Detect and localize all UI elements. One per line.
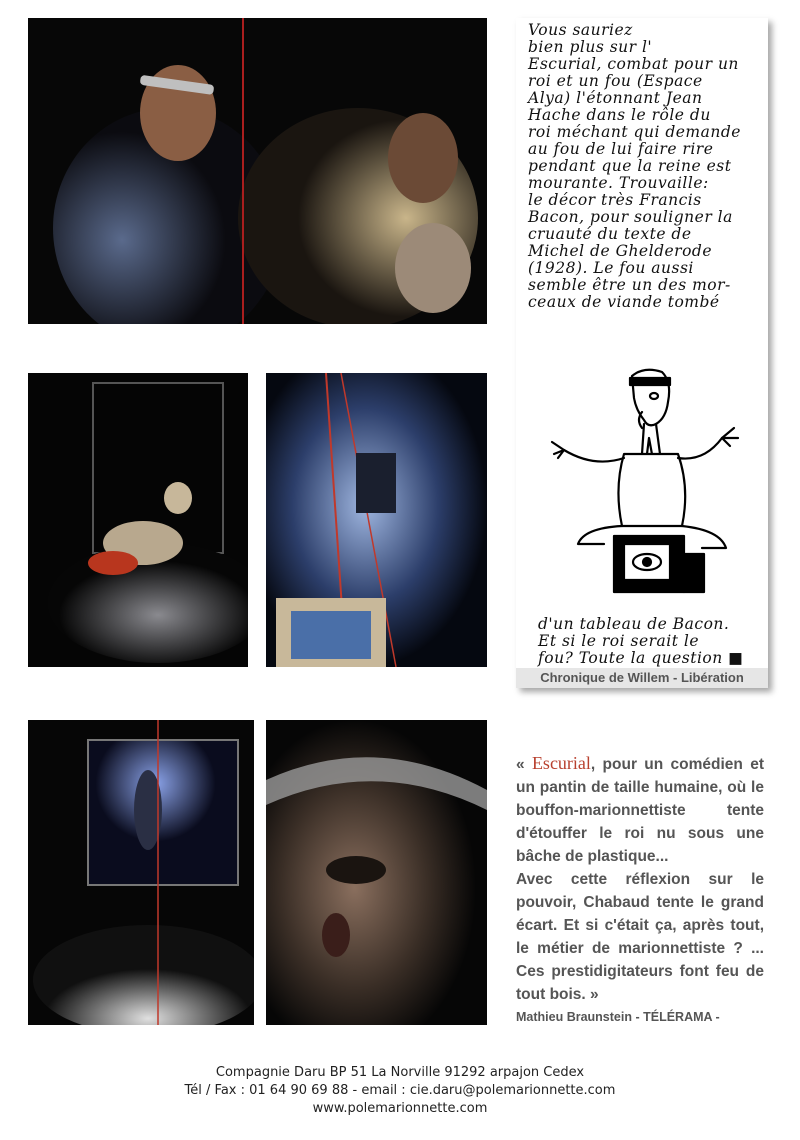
footer-address: Compagnie Daru BP 51 La Norville 91292 arpajon Cedex bbox=[215, 1065, 585, 1080]
willem-chronicle bbox=[516, 18, 768, 688]
willem-caption: Chronique de Willem - Libération bbox=[516, 668, 768, 688]
handwritten-line: Hache dans le rôle du bbox=[528, 106, 711, 124]
handwritten-line: Vous sauriez bbox=[528, 21, 633, 39]
photo-video-screen bbox=[266, 373, 487, 667]
handwritten-line: d'un tableau de Bacon. bbox=[538, 615, 730, 633]
handwritten-line: Et si le roi serait le bbox=[538, 632, 700, 650]
telerama-quote bbox=[516, 752, 764, 1006]
handwritten-line: ceaux de viande tombé bbox=[528, 293, 720, 311]
handwritten-line: pendant que la reine est bbox=[528, 157, 732, 175]
handwritten-line: fou? Toute la question ■ bbox=[538, 649, 744, 667]
handwritten-line: bien plus sur l' bbox=[528, 38, 653, 56]
quote-highlight-title: Escurial bbox=[531, 753, 591, 773]
handwritten-review bbox=[528, 22, 764, 311]
quote-paragraph-1 bbox=[516, 752, 764, 868]
photo-puppet-pieta bbox=[28, 373, 248, 667]
handwritten-line: Bacon, pour souligner la bbox=[528, 208, 733, 226]
handwritten-line: semble être un des mor- bbox=[528, 276, 731, 294]
handwritten-line: mourante. Trouvaille: bbox=[528, 174, 709, 192]
handwritten-line: (1928). Le fou aussi bbox=[528, 259, 694, 277]
quote-open: « bbox=[516, 756, 532, 773]
photo-blurred-face bbox=[266, 720, 487, 1025]
handwritten-line: Escurial, combat pour un bbox=[528, 55, 739, 73]
quote-text-1: , pour un comédien et un pantin de taille humaine, où le bouffon-marionnettiste tente d'étouffer le roi nu sous une bâche de plastique... bbox=[516, 756, 764, 865]
photo-scaffold-stage bbox=[28, 720, 254, 1025]
photo-actors-with-skull bbox=[28, 18, 487, 324]
footer-phone-email: Tél / Fax : 01 64 90 69 88 - email : cie.daru@polemarionnette.com bbox=[184, 1083, 616, 1098]
handwritten-line: Michel de Ghelderode bbox=[528, 242, 712, 260]
handwritten-line: roi et un fou (Espace bbox=[528, 72, 703, 90]
footer-website[interactable]: www.polemarionnette.com bbox=[312, 1101, 488, 1116]
handwritten-line: au fou de lui faire rire bbox=[528, 140, 714, 158]
handwritten-line: Alya) l'étonnant Jean bbox=[528, 89, 703, 107]
quote-paragraph-2: Avec cette réflexion sur le pouvoir, Chabaud tente le grand écart. Et si c'était ça, après tout, le métier de marionnettiste ? ... Ces prestidigitateurs font feu de tout bois. » bbox=[516, 871, 764, 1003]
quote-signature: Mathieu Braunstein - TÉLÉRAMA - bbox=[516, 1010, 720, 1024]
handwritten-line: roi méchant qui demande bbox=[528, 123, 741, 141]
cartoon-drawing bbox=[544, 358, 744, 603]
handwritten-review-end bbox=[538, 616, 764, 667]
handwritten-line: cruauté du texte de bbox=[528, 225, 692, 243]
handwritten-line: le décor très Francis bbox=[528, 191, 702, 209]
footer-contact bbox=[0, 1064, 800, 1118]
